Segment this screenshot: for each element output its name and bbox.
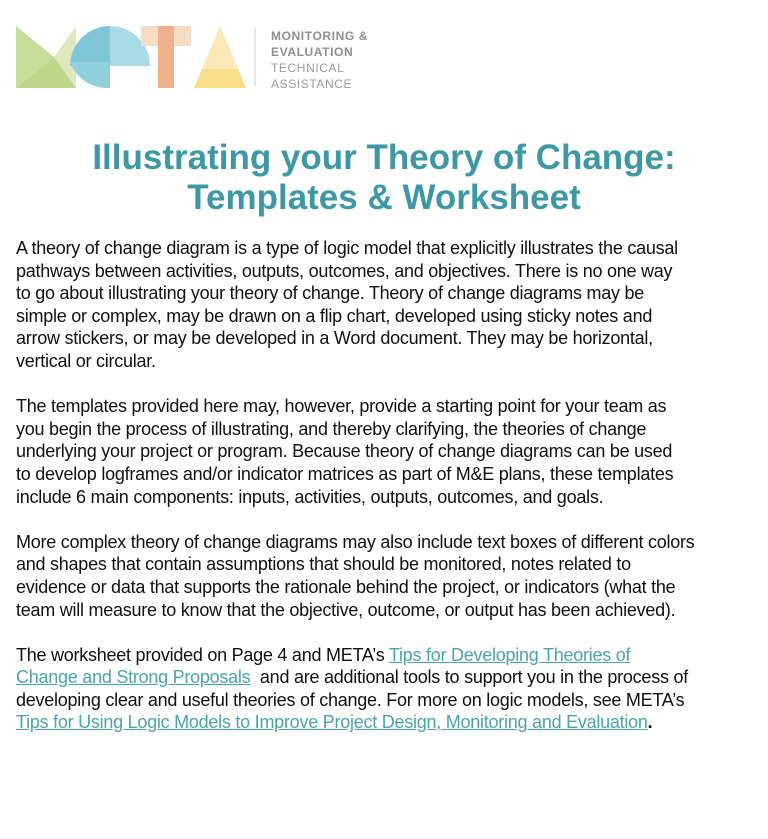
- text-line: to develop logframes and/or indicator matrices as part of M&E plans, these templates: [16, 463, 674, 484]
- logo-tagline: [271, 28, 368, 92]
- text-line: simple or complex, may be drawn on a flip chart, developed using sticky notes and: [16, 305, 653, 326]
- text-line: The templates provided here may, however, provide a starting point for your team as: [16, 396, 667, 417]
- text-line: More complex theory of change diagrams may also include text boxes of different colors: [16, 531, 695, 552]
- text-line: and shapes that contain assumptions that should be monitored, notes related to: [16, 554, 631, 575]
- paragraph-templates: [16, 395, 695, 508]
- link-tips-theories-of-change-cont[interactable]: Change and Strong Proposals: [16, 667, 251, 688]
- text-line: underlying your project or program. Because theory of change diagrams can be used: [16, 441, 673, 462]
- text-line: evidence or data that supports the rationale behind the project, or indicators (what the: [16, 576, 676, 597]
- logo-line: MONITORING &: [271, 29, 368, 43]
- paragraph-resources: [16, 644, 695, 734]
- text-line: [16, 644, 695, 667]
- title-line: Templates & Worksheet: [187, 178, 581, 217]
- text: The worksheet provided on Page 4 and META’s: [16, 644, 389, 665]
- text: and are additional tools to support you in the process of: [250, 667, 688, 688]
- logo-line: TECHNICAL: [271, 61, 345, 75]
- link-tips-theories-of-change[interactable]: Tips for Developing Theories of: [388, 644, 631, 665]
- page-title: [0, 138, 768, 218]
- text-line: [16, 711, 695, 734]
- text: .: [647, 712, 653, 733]
- text-line: you begin the process of illustrating, and thereby clarifying, the theories of change: [16, 418, 647, 439]
- text-line: vertical or circular.: [16, 350, 156, 371]
- text-line: arrow stickers, or may be developed in a Word document. They may be horizontal,: [16, 328, 653, 349]
- text-line: to go about illustrating your theory of change. Theory of change diagrams may be: [16, 283, 645, 304]
- text-line: pathways between activities, outputs, outcomes, and objectives. There is no one way: [16, 260, 673, 281]
- document-body: [16, 237, 695, 757]
- text-line: team will measure to know that the objective, outcome, or output has been achieved).: [16, 599, 676, 620]
- logo-line: ASSISTANCE: [271, 77, 353, 91]
- text-line: [16, 666, 695, 689]
- link-tips-logic-models[interactable]: Tips for Using Logic Models to Improve Project Design, Monitoring and Evaluation: [16, 712, 648, 733]
- text-line: include 6 main components: inputs, activities, outputs, outcomes, and goals.: [16, 486, 604, 507]
- text-line: A theory of change diagram is a type of logic model that explicitly illustrates the causal: [16, 238, 678, 258]
- logo-line: EVALUATION: [271, 45, 354, 59]
- title-line: Illustrating your Theory of Change:: [92, 138, 676, 177]
- paragraph-complex: [16, 531, 695, 621]
- text-line: developing clear and useful theories of change. For more on logic models, see META’s: [16, 689, 685, 710]
- paragraph-intro: [16, 237, 695, 373]
